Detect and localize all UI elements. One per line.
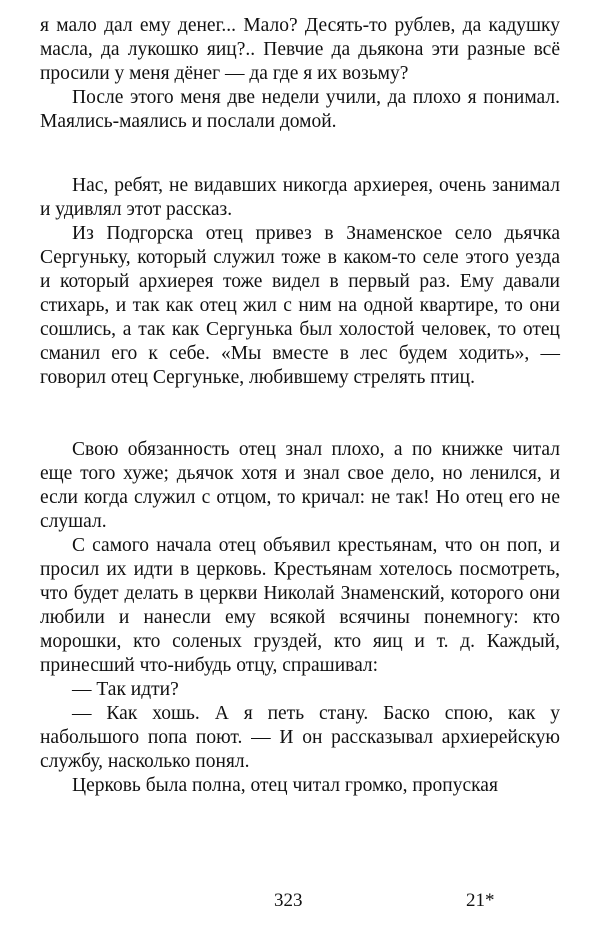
page-body [40,14,560,798]
page-footer [0,890,600,918]
section-gap [40,390,560,438]
paragraph: Из Подгорска отец привез в Знаменское село дьячка Сергуньку, который служил тоже в каком-то селе этого уезда и который архиерея тоже видел в первый раз. Ему давали стихарь, и так как отец жил с ним на одной квартире, то они сошлись, а так как Сергунька был холостой человек, то отец сманил его к себе. «Мы вместе в лес будем ходить», — говорил отец Сергуньке, любившему стрелять птиц. [40,223,560,388]
paragraph: С самого начала отец объявил крестьянам, что он поп, и просил их идти в церковь. Крестьянам хотелось посмотреть, что будет делать в церкви Николай Знаменский, которого они любили и нанесли ему всякой всячины понемногу: кто морошки, кто соленых груздей, кто яиц и т. д. Каждый, принесший что-нибудь отцу, спрашивал: [40,535,560,676]
section-gap [40,134,560,174]
dialogue-line: — Как хошь. А я петь стану. Баско спою, как у набольшого попа поют. — И он рассказывал архиерейскую службу, насколько понял. [40,703,560,772]
paragraph: Нас, ребят, не видавших никогда архиерея, очень занимал и удивлял этот рассказ. [40,175,560,220]
signature-mark: 21* [466,890,495,911]
dialogue-line: — Так идти? [72,679,179,700]
paragraph: Церковь была полна, отец читал громко, пропуская [72,775,498,796]
paragraph: Свою обязанность отец знал плохо, а по книжке читал еще того хуже; дьячок хотя и знал свое дело, но ленился, и если когда служил с отцом, то кричал: не так! Но отец его не слушал. [40,439,560,532]
paragraph: я мало дал ему денег... Мало? Десять-то рублев, да кадушку масла, да лукошко яиц?.. Певчие да дьякона эти разные всё просили у меня дёнег — да где я их возьму? [40,15,560,84]
paragraph: После этого меня две недели учили, да плохо я понимал. Маялись-маялись и послали домой. [40,87,560,132]
page-number: 323 [274,890,303,911]
